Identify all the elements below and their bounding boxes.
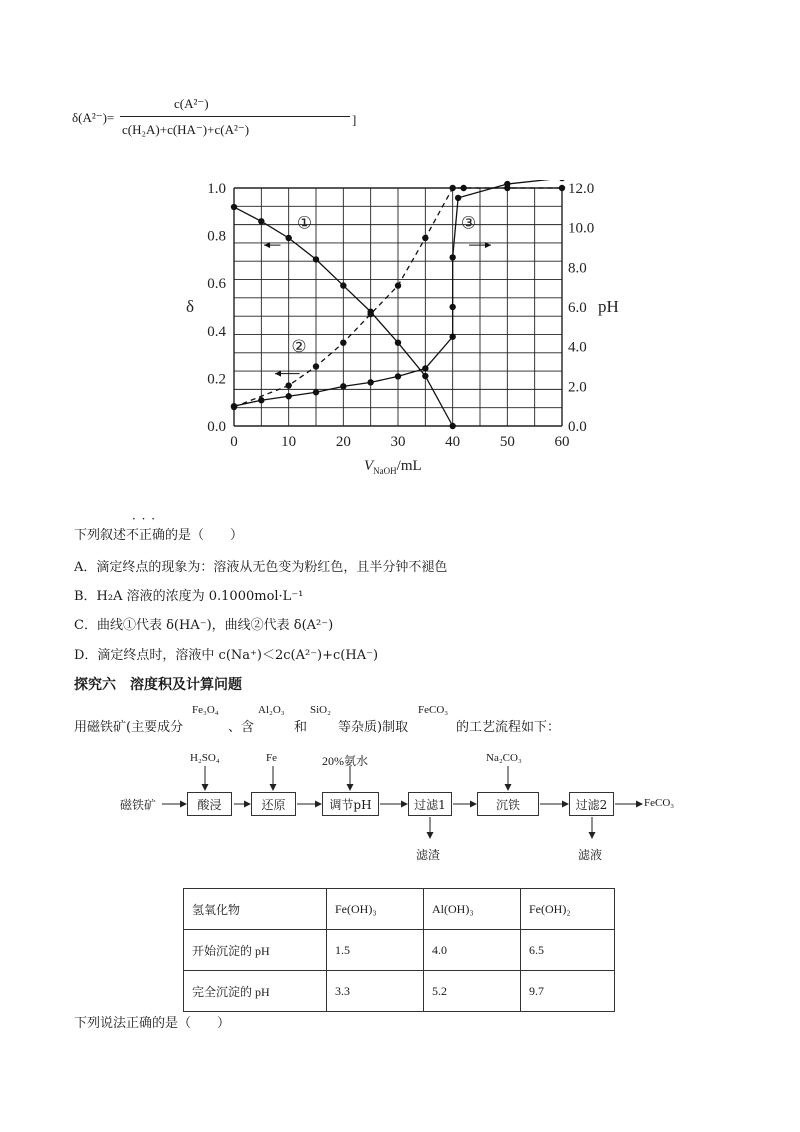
data-point <box>504 181 510 187</box>
data-point <box>313 389 319 395</box>
flow-start: 磁铁矿 <box>120 798 157 812</box>
data-point <box>395 340 401 346</box>
data-point <box>395 373 401 379</box>
data-point <box>313 256 319 262</box>
data-point <box>367 311 373 317</box>
data-point <box>559 180 565 181</box>
data-point <box>449 304 455 310</box>
y-left-tick-label: 0.6 <box>207 276 226 293</box>
flow-box-filter2: 过滤2 <box>569 792 614 816</box>
data-point <box>449 334 455 340</box>
y-right-tick-label: 10.0 <box>568 220 595 237</box>
flow-box-adjust-ph: 调节pH <box>322 792 379 816</box>
input-na2co3: Na₂CO₃ <box>486 752 522 764</box>
table-cell: 5.2 <box>424 971 521 1012</box>
y-right-tick-label: 12.0 <box>568 181 595 197</box>
table-row <box>184 930 615 971</box>
q1-option-b: B．H₂A 溶液的浓度为 0.1000mol·L⁻¹ <box>74 589 304 604</box>
q1-option-d: D．滴定终点时，溶液中 c(Na⁺)＜2c(A²⁻)+c(HA⁻) <box>74 648 379 663</box>
table-cell: 完全沉淀的 pH <box>184 971 327 1012</box>
flow-box-precipitate-iron: 沉铁 <box>477 792 539 816</box>
hydroxide-ph-table <box>183 888 615 1012</box>
x-tick-label: 50 <box>499 434 515 450</box>
formula-denominator: c(H₂A)+c(HA⁻)+c(A²⁻) <box>122 122 250 137</box>
intro-part2: 、含 <box>228 720 255 735</box>
chem-sio2: SiO₂ <box>310 704 331 716</box>
flow-box-reduce: 还原 <box>251 792 296 816</box>
q2-stem: 下列说法正确的是（ ） <box>74 1016 231 1031</box>
data-point <box>313 363 319 369</box>
table-row <box>184 971 615 1012</box>
y-left-tick-label: 1.0 <box>207 181 226 197</box>
data-point <box>559 185 565 191</box>
y-left-axis-label: δ <box>186 297 195 316</box>
formula-lhs: δ(A²⁻)= <box>72 110 115 125</box>
data-point <box>422 235 428 241</box>
arrow-left-2-head <box>275 371 281 377</box>
input-fe: Fe <box>266 752 277 764</box>
table-header-cell: Fe(OH)₂ <box>521 889 615 930</box>
chem-fe3o4: Fe₃O₄ <box>192 704 219 716</box>
section-title: 探究六 溶度积及计算问题 <box>74 677 242 693</box>
table-header-cell: Fe(OH)₃ <box>327 889 424 930</box>
curve-label-3: ③ <box>460 213 477 233</box>
output-filtrate: 滤液 <box>578 848 603 862</box>
input-ammonia: 20%氨水 <box>322 754 368 768</box>
data-point <box>340 340 346 346</box>
flow-box-acid-leach: 酸浸 <box>187 792 232 816</box>
flow-end-product: FeCO₃ <box>644 797 675 809</box>
table-header-cell: Al(OH)₃ <box>424 889 521 930</box>
intro-part3: 和 <box>294 720 308 735</box>
flow-box-filter1: 过滤1 <box>408 792 452 816</box>
data-point <box>455 195 461 201</box>
data-point <box>449 423 455 429</box>
chem-feco3: FeCO₃ <box>418 704 449 716</box>
data-point <box>340 282 346 288</box>
y-right-tick-label: 6.0 <box>568 300 587 316</box>
data-point <box>422 373 428 379</box>
x-tick-label: 0 <box>230 434 238 450</box>
x-tick-label: 40 <box>445 434 461 450</box>
y-right-tick-label: 8.0 <box>568 260 587 277</box>
table-cell: 9.7 <box>521 971 615 1012</box>
formula-numerator: c(A²⁻) <box>174 96 209 111</box>
data-point <box>449 254 455 260</box>
table-header-row <box>184 889 615 930</box>
y-right-axis-label: pH <box>598 297 619 316</box>
input-h2so4: H₂SO₄ <box>190 752 220 764</box>
table-cell: 3.3 <box>327 971 424 1012</box>
formula-bracket: ] <box>352 112 357 127</box>
data-point <box>460 185 466 191</box>
data-point <box>395 282 401 288</box>
y-left-tick-label: 0.2 <box>207 371 226 388</box>
data-point <box>285 382 291 388</box>
y-left-tick-label: 0.8 <box>207 228 226 245</box>
table-cell: 开始沉淀的 pH <box>184 930 327 971</box>
data-point <box>285 235 291 241</box>
y-right-tick-label: 4.0 <box>568 339 587 356</box>
data-point <box>285 393 291 399</box>
table-cell: 1.5 <box>327 930 424 971</box>
x-tick-label: 20 <box>335 434 351 450</box>
fraction-bar <box>120 116 350 117</box>
data-point <box>449 185 455 191</box>
y-right-tick-label: 2.0 <box>568 379 587 396</box>
output-residue: 滤渣 <box>416 848 441 862</box>
table-cell: 6.5 <box>521 930 615 971</box>
curve-label-2: ② <box>291 337 307 357</box>
y-left-tick-label: 0.0 <box>207 419 226 435</box>
data-point <box>258 218 264 224</box>
chem-al2o3: Al₂O₃ <box>258 704 285 716</box>
curve-label-1: ① <box>296 213 313 233</box>
intro-part1: 用磁铁矿(主要成分 <box>74 720 184 735</box>
intro-part5: 的工艺流程如下： <box>456 720 561 735</box>
data-point <box>258 397 264 403</box>
table-cell: 4.0 <box>424 930 521 971</box>
x-tick-label: 30 <box>390 434 406 450</box>
titration-chart <box>0 180 800 480</box>
x-tick-label: 10 <box>281 434 297 450</box>
data-point <box>422 365 428 371</box>
q1-option-c: C．曲线①代表 δ(HA⁻)，曲线②代表 δ(A²⁻) <box>74 618 334 633</box>
q1-stem: 下列叙述不正确的是（ ） <box>74 528 244 543</box>
data-point <box>231 403 237 409</box>
intro-part4: 等杂质)制取 <box>338 720 409 735</box>
y-left-tick-label: 0.4 <box>207 323 226 340</box>
x-tick-label: 60 <box>554 434 570 450</box>
emphasis-dots: · · · <box>132 512 157 526</box>
y-right-tick-label: 0.0 <box>568 419 587 435</box>
q1-option-a: A．滴定终点的现象为：溶液从无色变为粉红色，且半分钟不褪色 <box>74 560 448 575</box>
data-point <box>340 383 346 389</box>
x-axis-label: $V_{NaOH}/mL$ <box>364 458 422 476</box>
data-point <box>231 204 237 210</box>
data-point <box>367 379 373 385</box>
table-header-cell: 氢氧化物 <box>184 889 327 930</box>
